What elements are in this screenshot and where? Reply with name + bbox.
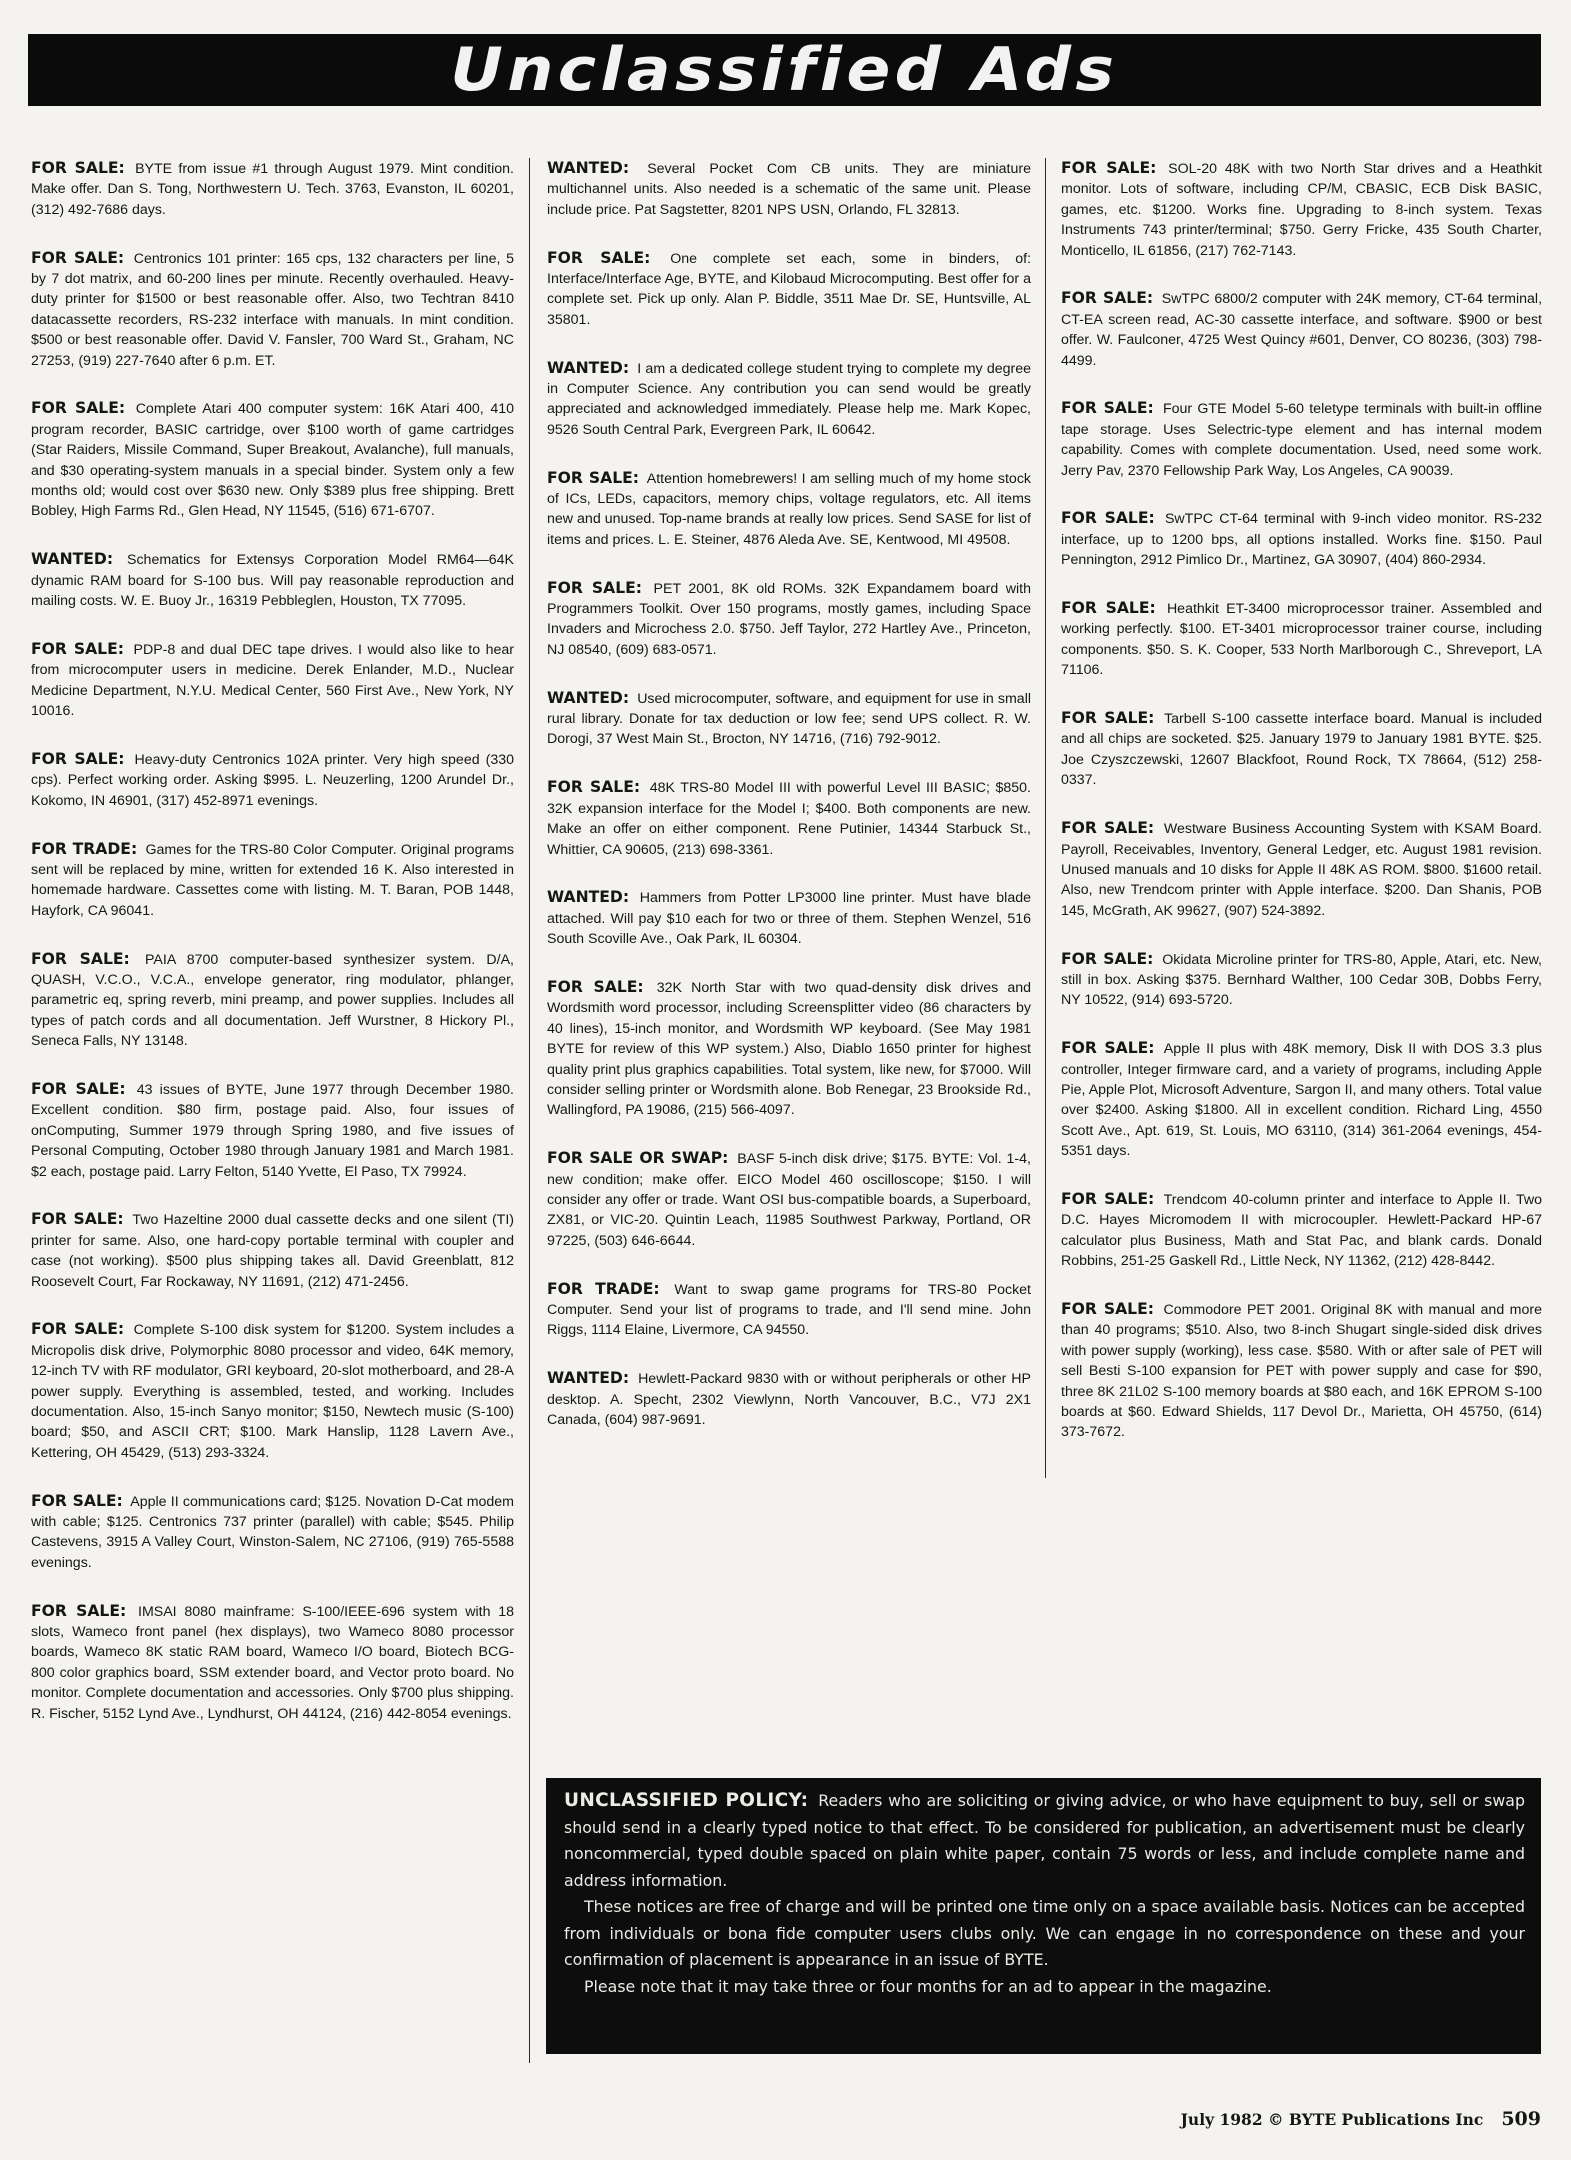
ad-text: 48K TRS-80 Model III with powerful Level III BASIC; $850. 32K expansion interface for the Model I; $400. Both components are new. Make an offer on either component. Rene Putinier, 14344 Starbuck St., Whittier, CA 90605, (213) 698-3361.	[547, 780, 1031, 858]
ad-text: PET 2001, 8K old ROMs. 32K Expandamem board with Programmers Toolkit. Over 150 programs, mostly games, including Space Invaders and Microchess 2.0. $750. Jeff Taylor, 272 Hartley Ave., Princeton, NJ 08540, (609) 683-0571.	[547, 580, 1032, 658]
ad-heading: WANTED:	[547, 1369, 630, 1388]
ad-heading: FOR SALE:	[1061, 1039, 1155, 1058]
ad-heading: FOR SALE:	[1061, 1299, 1154, 1318]
ad-heading: FOR SALE:	[547, 977, 644, 996]
unclassified-policy-box	[546, 1778, 1541, 2054]
ad-heading: FOR SALE:	[547, 778, 641, 797]
classified-ad	[1061, 818, 1542, 921]
ad-heading: FOR SALE:	[31, 949, 130, 968]
ad-heading: FOR SALE:	[1061, 159, 1157, 177]
ad-heading: FOR SALE:	[1061, 599, 1156, 618]
ad-heading: FOR SALE:	[31, 749, 125, 768]
ad-text: Games for the TRS-80 Color Computer. Original programs sent will be replaced by mine, written for extended 16 K. Also interested in homemade hardware. Cassettes come with listing. M. T. Baran, POB 1448, Hayfork, CA 96041.	[31, 841, 514, 919]
ad-heading: WANTED:	[547, 159, 630, 177]
ad-text: BASF 5-inch disk drive; $175. BYTE: Vol. 1-4, new condition; make offer. EICO Model 460 oscilloscope; $150. I will consider any offer or trade. Want OSI bus-compatible boards, a Superboard, ZX81, or VIC-20. Quintin Leach, 11985 Southwest Parkway, Portland, OR 97225, (503) 646-6644.	[547, 1151, 1031, 1249]
ad-text: Hammers from Potter LP3000 line printer. Must have blade attached. Will pay $10 each for two or three of them. Stephen Wenzel, 516 South Scoville Ave., Oak Park, IL 60304.	[547, 890, 1031, 948]
issue-credit: July 1982 © BYTE Publications Inc	[1180, 2110, 1484, 2129]
classified-ad	[31, 749, 514, 811]
page-number: 509	[1501, 2108, 1541, 2130]
ad-text: One complete set each, some in binders, of: Interface/Interface Age, BYTE, and Kilobaud Microcomputing. Best offer for a complete set. Pick up only. Alan P. Biddle, 3511 Mae Dr. SE, Huntsville, AL 35801.	[547, 250, 1032, 328]
ad-text: 32K North Star with two quad-density disk drives and Wordsmith word processor, including Screensplitter video (86 characters by 40 lines), 15-inch monitor, and Wordsmith WP keyboard. (See May 1981 BYTE for review of this WP system.) Also, Diablo 1650 printer for highest quality print plus graphics capabilities. Total system, like new, for $7000. Will consider selling printer or Wordsmith alone. Bob Renegar, 23 Brookside Rd., Wallingford, PA 19086, (215) 566-4097.	[547, 979, 1031, 1119]
ad-text: SOL-20 48K with two North Star drives and a Heathkit monitor. Lots of software, including CP/M, CBASIC, ECB Disk BASIC, games, etc. $1200. Works fine. Upgrading to 8-inch system. Texas Instruments 743 printer/terminal; $750. Gerry Fricke, 435 South Charter, Monticello, IL 61856, (217) 762-7143.	[1061, 161, 1543, 259]
ad-text: I am a dedicated college student trying to complete my degree in Computer Science. Any contribution you can send would be greatly appreciated and acknowledged immediately. Please help me. Mark Kopec, 9526 South Central Park, Evergreen Park, IL 60642.	[547, 360, 1031, 438]
page-title: Unclassified Ads	[450, 35, 1119, 105]
ad-heading: WANTED:	[547, 888, 630, 907]
ad-heading: FOR SALE:	[31, 1320, 125, 1339]
classified-ad	[547, 358, 1031, 441]
policy-paragraph: Readers who are soliciting or giving advice, or who have equipment to buy, sell or swap should send in a clearly typed notice to that effect. To be considered for publication, an advertisement must be clearly noncommercial, typed double spaced on plain white paper, contain 75 words or less, and include complete name and address information.	[564, 1791, 1525, 1890]
ad-heading: FOR SALE:	[1061, 509, 1155, 528]
ad-text: IMSAI 8080 mainframe: S-100/IEEE-696 system with 18 slots, Wameco front panel (hex displays), two Wameco 8080 processor boards, Wameco 8K static RAM board, Wameco I/O board, Biotech BCG-800 color graphics board, SSM extender board, and Vector proto board. No monitor. Complete documentation and accessories. Only $700 plus shipping. R. Fischer, 5152 Lynd Ave., Lyndhurst, OH 44124, (216) 442-8054 evenings.	[31, 1603, 514, 1722]
classified-ad	[31, 949, 514, 1052]
ad-text: Apple II communications card; $125. Novation D-Cat modem with cable; $125. Centronics 737 printer (parallel) with cable; $545. Philip Castevens, 3915 A Valley Court, Winston-Salem, NC 27106, (919) 765-5588 evenings.	[31, 1493, 515, 1571]
classified-ad	[547, 1148, 1031, 1251]
classified-ad	[31, 1319, 514, 1463]
ad-heading: FOR SALE:	[31, 248, 125, 267]
classified-ad	[1061, 508, 1542, 570]
ad-heading: FOR TRADE:	[31, 839, 138, 858]
ad-heading: FOR TRADE:	[547, 1279, 660, 1298]
classified-ad	[1061, 708, 1542, 791]
ad-text: BYTE from issue #1 through August 1979. Mint condition. Make offer. Dan S. Tong, Northwestern U. Tech. 3763, Evanston, IL 60201, (312) 492-7686 days.	[31, 161, 514, 218]
ad-text: Commodore PET 2001. Original 8K with manual and more than 40 programs; $510. Also, two 8-inch Shugart single-sided disk drives with power supply (working), less case. $580. With or after sale of PET will sell Besti S-100 expansion for PET with power supply and case for $90, three 8K 21L02 S-100 memory boards at $80 each, and 16K EPROM S-100 boards at $60. Edward Shields, 117 Devol Dr., Marietta, OH 45750, (614) 373-7672.	[1061, 1301, 1542, 1441]
ad-text: Schematics for Extensys Corporation Model RM64—64K dynamic RAM board for S-100 bus. Will pay reasonable reproduction and mailing costs. W. E. Buoy Jr., 16319 Pebbleglen, Houston, TX 77095.	[31, 552, 514, 610]
column-divider	[529, 158, 530, 2063]
classified-ad	[1061, 1038, 1542, 1161]
classified-ad	[547, 1368, 1031, 1430]
ad-text: Complete Atari 400 computer system: 16K Atari 400, 410 program recorder, BASIC cartridge, over $100 worth of game cartridges (Star Raiders, Missile Command, Super Breakout, Avalanche), full manuals, and $30 operating-system manuals in a special binder. System only a few months old; would cost over $630 new. Only $389 plus free shipping. Brett Bobley, High Farms Rd., Glen Head, NY 11545, (516) 671-6707.	[31, 401, 514, 520]
classified-ad	[31, 1079, 514, 1182]
classified-ad	[1061, 158, 1542, 261]
classified-ad	[1061, 949, 1542, 1011]
ad-heading: FOR SALE:	[1061, 1189, 1155, 1208]
classified-ad	[1061, 1299, 1542, 1443]
ad-text: Heavy-duty Centronics 102A printer. Very high speed (330 cps). Perfect working order. Asking $995. L. Neuzerling, 1200 Arundel Dr., Kokomo, IN 46901, (317) 452-8971 evenings.	[31, 751, 514, 809]
ad-heading: FOR SALE:	[31, 1210, 124, 1229]
classified-ad	[31, 839, 514, 922]
ad-text: SwTPC CT-64 terminal with 9-inch video monitor. RS-232 interface, up to 1200 bps, all options installed. Works fine. $150. Paul Pennington, 2912 Pimlico Dr., Martinez, GA 30907, (404) 860-2934.	[1061, 511, 1542, 569]
ads-column-3	[1061, 158, 1543, 1441]
ad-text: Four GTE Model 5-60 teletype terminals with built-in offline tape storage. Uses Selectric-type element and has internal modem capability. Comes with complete documentation. Used, need some work. Jerry Pav, 2370 Fellowship Park Way, Los Angeles, CA 90039.	[1061, 401, 1542, 479]
policy-heading: UNCLASSIFIED POLICY:	[564, 1790, 809, 1811]
classified-ad	[547, 158, 1031, 220]
ad-heading: WANTED:	[547, 688, 630, 707]
ad-heading: FOR SALE:	[31, 1491, 123, 1510]
classified-ad	[31, 639, 514, 722]
ad-text: Complete S-100 disk system for $1200. System includes a Micropolis disk drive, Polymorphic 8080 processor and video, 64K memory, 12-inch TV with RF modulator, GRI keyboard, 20-slot motherboard, and 28-A power supply. Everything is assembled, tested, and working. Includes documentation. Also, 15-inch Sanyo monitor; $150, Newtech music (S-100) board; $50, and ASCII CRT; $100. Mark Hanslip, 1128 Lavern Ave., Kettering, OH 45429, (513) 293-3324.	[31, 1322, 515, 1461]
ad-heading: FOR SALE:	[1061, 289, 1154, 308]
ad-heading: FOR SALE:	[31, 639, 125, 658]
classified-ad	[31, 1601, 514, 1724]
ad-text: 43 issues of BYTE, June 1977 through December 1980. Excellent condition. $80 firm, postage paid. Also, four issues of onComputing, Summer 1979 through Spring 1980, and five issues of Personal Computing, October 1980 through January 1981 and March 1981. $2 each, postage paid. Larry Felton, 5140 Yvette, El Paso, TX 79924.	[31, 1081, 514, 1180]
classified-ad	[1061, 598, 1542, 681]
classified-ad	[547, 688, 1031, 750]
classified-ad	[1061, 398, 1542, 481]
ad-heading: FOR SALE:	[31, 399, 126, 418]
page-banner	[28, 34, 1541, 106]
ad-text: Used microcomputer, software, and equipment for use in small rural library. Donate for tax deduction or low fee; send UPS collect. R. W. Dorogi, 37 West Main St., Brocton, NY 14716, (716) 792-9012.	[547, 690, 1031, 748]
classified-ad	[31, 549, 514, 611]
ad-text: Okidata Microline printer for TRS-80, Apple, Atari, etc. New, still in box. Asking $375. Bernhard Walther, 100 Cedar 30B, Dobbs Ferry, NY 10522, (914) 693-5720.	[1061, 951, 1542, 1009]
ad-heading: FOR SALE:	[31, 1079, 126, 1098]
classified-ad	[31, 248, 514, 371]
ad-heading: FOR SALE:	[1061, 819, 1155, 838]
ad-text: Trendcom 40-column printer and interface to Apple II. Two D.C. Hayes Micromodem II with microcoupler. Hewlett-Packard HP-67 calculator plus Business, Math and Stat Pac, and blank cards. Donald Robbins, 251-25 Gaskell Rd., Little Neck, NY 11362, (212) 428-8442.	[1061, 1191, 1542, 1270]
classified-ad	[547, 248, 1031, 331]
ad-heading: FOR SALE:	[31, 1601, 127, 1620]
ad-heading: FOR SALE:	[1061, 709, 1155, 728]
ad-heading: FOR SALE:	[547, 248, 651, 267]
ad-heading: FOR SALE:	[547, 468, 640, 487]
ad-text: Tarbell S-100 cassette interface board. Manual is included and all chips are socketed. $25. January 1979 to January 1981 BYTE. $25. Joe Czyszczewski, 12607 Blackfoot, Round Rock, TX 78664, (512) 258-0337.	[1061, 711, 1543, 789]
classified-ad	[1061, 288, 1542, 371]
classified-ad	[547, 1279, 1031, 1341]
classified-ad	[547, 777, 1031, 860]
ad-heading: FOR SALE:	[31, 159, 125, 177]
ad-heading: FOR SALE:	[1061, 949, 1154, 968]
classified-ad	[31, 1209, 514, 1292]
ad-heading: WANTED:	[31, 550, 114, 569]
classified-ad	[31, 158, 514, 220]
classified-ad	[547, 977, 1031, 1121]
ad-text: Want to swap game programs for TRS-80 Pocket Computer. Send your list of programs to trade, and I'll send mine. John Riggs, 1114 Elaine, Livermore, CA 94550.	[547, 1281, 1031, 1339]
ad-heading: WANTED:	[547, 358, 630, 377]
ad-heading: FOR SALE:	[1061, 399, 1154, 418]
classified-ad	[31, 1491, 514, 1574]
ads-column-1	[31, 158, 514, 2063]
classified-ad	[547, 887, 1031, 949]
ad-text: PAIA 8700 computer-based synthesizer system. D/A, QUASH, V.C.O., V.C.A., envelope generator, ring modulator, phlanger, parametric eq, spring reverb, mini preamp, and power supplies. Includes all types of patch cords and all documentation. Jeff Wurstner, 8 Hickory Pl., Seneca Falls, NY 13148.	[31, 951, 514, 1050]
page-footer	[1181, 2108, 1541, 2130]
ad-text: Westware Business Accounting System with KSAM Board. Payroll, Receivables, Inventory, General Ledger, etc. August 1981 revision. Unused manuals and 10 disks for Apple II 48K AS ROM. $800. $1600 retail. Also, new Trendcom printer with Apple interface. $200. Dan Shanis, POB 145, McGrath, AK 99627, (907) 524-3892.	[1061, 821, 1543, 919]
ad-text: Attention homebrewers! I am selling much of my home stock of ICs, LEDs, capacitors, memory chips, voltage regulators, etc. All items new and unused. Top-name brands at really low prices. Send SASE for list of items and prices. L. E. Steiner, 4876 Aleda Ave. SE, Kentwood, MI 49508.	[547, 470, 1032, 548]
ad-text: Several Pocket Com CB units. They are miniature multichannel units. Also needed is a schematic of the same unit. Please include price. Pat Sagstetter, 8201 NPS USN, Orlando, FL 32813.	[547, 161, 1031, 218]
ad-text: Apple II plus with 48K memory, Disk II with DOS 3.3 plus controller, Integer firmware card, and a variety of programs, including Apple Pie, Apple Plot, Microsoft Adventure, Sargon II, and many others. Total value over $2400. Asking $1800. All in excellent condition. Richard Ling, 4550 Scott Ave., Apt. 619, St. Louis, MO 63110, (314) 361-2064 evenings, 454-5351 days.	[1061, 1041, 1542, 1160]
ad-heading: FOR SALE:	[547, 578, 643, 597]
classified-ad	[1061, 1189, 1542, 1272]
ad-text: Centronics 101 printer: 165 cps, 132 characters per line, 5 by 7 dot matrix, and 60-200 lines per minute. Recently overhauled. Heavy-duty printer for $1500 or best reasonable offer. Also, two Techtran 8410 datacassette recorders, RS-232 interface with manuals. In mint condition. $500 or best reasonable offer. David V. Fansler, 700 Ward St., Graham, NC 27253, (919) 227-7640 after 6 p.m. ET.	[31, 250, 515, 369]
column-divider	[1045, 158, 1046, 1478]
ad-text: SwTPC 6800/2 computer with 24K memory, CT-64 terminal, CT-EA screen read, AC-30 cassette interface, and software. $900 or best offer. W. Faulconer, 4725 West Quincy #601, Denver, CO 80236, (303) 798-4499.	[1061, 291, 1543, 369]
ad-text: Heathkit ET-3400 microprocessor trainer. Assembled and working perfectly. $100. ET-3401 microprocessor trainer course, including components. $50. S. K. Cooper, 533 North Marlborough C., Shreveport, LA 71106.	[1061, 601, 1542, 679]
ad-text: Two Hazeltine 2000 dual cassette decks and one silent (TI) printer for same. Also, one hard-copy portable terminal with coupler and case (not working). $500 plus shipping takes all. David Greenblatt, 812 Roosevelt Court, Far Rockaway, NY 11691, (212) 471-2456.	[31, 1212, 515, 1290]
ad-heading: FOR SALE OR SWAP:	[547, 1149, 729, 1168]
classified-ad	[547, 468, 1031, 551]
ad-text: PDP-8 and dual DEC tape drives. I would also like to hear from microcomputer users in medicine. Derek Enlander, M.D., Nuclear Medicine Department, N.Y.U. Medical Center, 560 First Ave., New York, NY 10016.	[31, 641, 514, 720]
policy-paragraph: Please note that it may take three or four months for an ad to appear in the magazine.	[584, 1976, 1272, 1996]
classified-ad	[31, 398, 514, 521]
classified-ad	[547, 578, 1031, 661]
policy-paragraph: These notices are free of charge and will be printed one time only on a space available basis. Notices can be accepted from individuals or bona fide computer users clubs only. We can engage in no correspondence on these and your confirmation of placement is appearance in an issue of BYTE.	[564, 1897, 1525, 1969]
ad-text: Hewlett-Packard 9830 with or without peripherals or other HP desktop. A. Specht, 2302 Viewlynn, North Vancouver, B.C., V7J 2X1 Canada, (604) 987-9691.	[547, 1371, 1031, 1428]
